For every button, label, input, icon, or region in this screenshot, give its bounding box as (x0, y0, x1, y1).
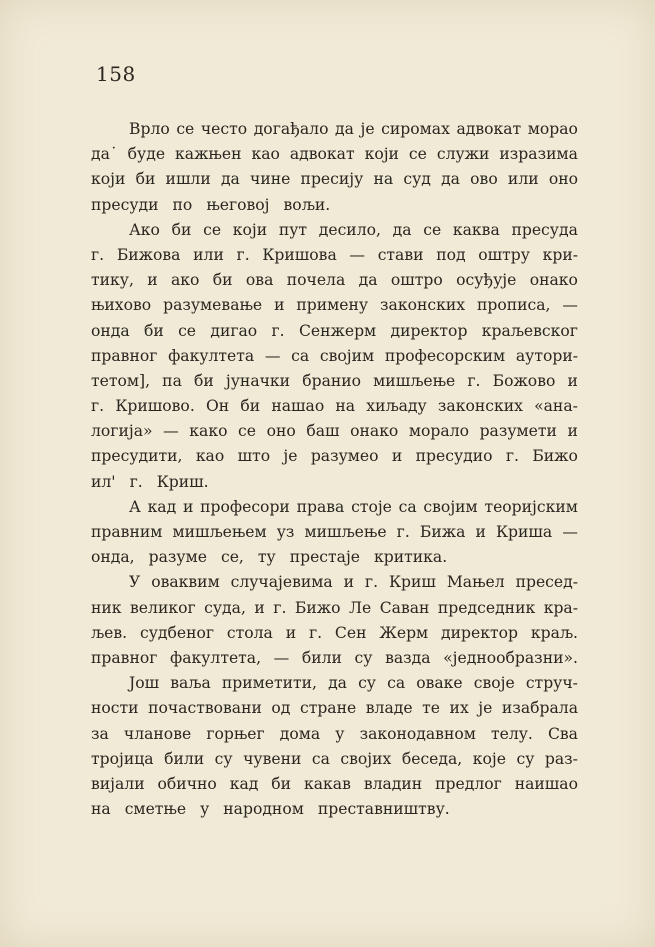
word: и (285, 623, 297, 642)
word: правним (91, 523, 163, 541)
word: и (147, 271, 158, 290)
word: Сенжерм (298, 321, 377, 340)
word: кри- (542, 245, 578, 264)
word: г. (396, 523, 410, 541)
word: теоријским (484, 497, 578, 516)
word: по (172, 195, 193, 214)
word: или (507, 170, 539, 189)
word: и (567, 371, 578, 390)
word: адвокат (289, 145, 355, 164)
word: хиљаду (366, 397, 427, 416)
word: — (349, 245, 366, 264)
word: — (264, 346, 281, 365)
text-line (91, 268, 578, 293)
word: на (335, 397, 356, 416)
word: професори (200, 497, 290, 516)
word: логија» (91, 422, 153, 441)
word: у (200, 800, 210, 819)
word: Сва (547, 724, 578, 743)
word: г. (129, 472, 143, 491)
word: љев. (91, 623, 128, 642)
word: вазда (385, 648, 431, 667)
word: као (195, 447, 225, 466)
word: владе (365, 699, 413, 718)
word: Бижа (419, 523, 466, 541)
word: — (273, 648, 290, 667)
word: судбеног (139, 623, 215, 642)
word: да˙ (91, 145, 118, 164)
word: служи (436, 145, 490, 164)
word: директор (390, 321, 468, 340)
word: случајевима (230, 573, 333, 592)
word: пресудити, (91, 447, 183, 466)
word: мишљење (304, 523, 387, 541)
word: њихово (91, 296, 152, 315)
word: раз- (544, 749, 578, 768)
word: сиромах (381, 120, 450, 138)
word: је (360, 120, 375, 138)
word: дома (279, 724, 321, 743)
word: бранио (302, 371, 362, 390)
word: својих (340, 749, 392, 768)
word: А (129, 497, 141, 516)
word: који (91, 170, 126, 189)
word: законских (437, 397, 523, 416)
word: који (232, 220, 268, 239)
word: што (237, 447, 271, 466)
word: онда (91, 321, 130, 340)
text-line (91, 444, 578, 469)
word: беседа, (401, 749, 463, 768)
text-line (91, 747, 578, 772)
word: струч- (525, 674, 578, 693)
word: Мањел (446, 573, 505, 592)
word: се, (220, 548, 244, 567)
word: примену (296, 296, 369, 315)
word: народном (223, 800, 304, 819)
word: пресед- (515, 573, 578, 592)
word: пресудио (415, 447, 493, 466)
word: те (422, 699, 440, 718)
text-line (91, 696, 578, 721)
word: да (220, 170, 240, 189)
word: прописа, (476, 296, 551, 315)
word: Бижо (532, 447, 578, 466)
text-line (91, 369, 578, 394)
word: г. (308, 623, 323, 642)
word: догађало (253, 120, 329, 138)
word: г. (271, 321, 285, 340)
word: и (475, 523, 486, 541)
word: правног (91, 648, 158, 667)
word: г. (505, 447, 519, 466)
word: у (335, 724, 345, 743)
word: — (562, 523, 578, 541)
text-line (91, 142, 578, 167)
text-line (91, 722, 578, 747)
word: адвокат (456, 120, 522, 138)
word: г. (364, 573, 379, 592)
word: г. (91, 397, 105, 416)
word: Кришово. (115, 397, 195, 416)
word: стола (226, 623, 273, 642)
word: би (194, 371, 214, 390)
word: г. (273, 598, 287, 617)
word: које (472, 749, 506, 768)
word: тику, (91, 271, 134, 290)
word: па (162, 371, 182, 390)
word: ту (257, 548, 276, 567)
word: Божово (492, 371, 556, 390)
word: својим (423, 497, 478, 516)
word: г. (236, 245, 250, 264)
word: Кришова (262, 245, 337, 264)
word: својим (319, 346, 375, 365)
word: каква (452, 220, 500, 239)
text-line (91, 193, 578, 218)
word: ности (91, 699, 139, 718)
word: на (91, 800, 111, 819)
word: г. (91, 245, 105, 264)
word: оваквим (151, 573, 220, 592)
text-line (91, 470, 578, 495)
word: били (301, 648, 342, 667)
body-text (91, 117, 578, 822)
word: Он (205, 397, 230, 416)
word: оштро (390, 271, 443, 290)
word: директор (441, 623, 518, 642)
word: су (516, 749, 535, 768)
word: — (562, 296, 578, 315)
word: почела (286, 271, 346, 290)
word: стране (299, 699, 357, 718)
word: их (449, 699, 469, 718)
word: морало (408, 422, 469, 441)
word: Бижо (294, 598, 341, 617)
text-line (91, 218, 578, 243)
word: оваке (416, 674, 463, 693)
word: ваља (170, 674, 211, 693)
word: десило, (318, 220, 381, 239)
word: баш (306, 422, 340, 441)
word: на (373, 170, 394, 189)
word: као (251, 145, 280, 164)
word: права (296, 497, 345, 516)
word: уз (276, 523, 295, 541)
word: и (274, 296, 285, 315)
word: великог (130, 598, 196, 617)
word: кра- (543, 598, 578, 617)
word: професорским (384, 346, 506, 365)
word: је (283, 447, 298, 466)
word: Криша (495, 523, 553, 541)
word: разумео (310, 447, 379, 466)
word: се (176, 120, 195, 138)
word: предлог (435, 774, 502, 793)
word: Криш (388, 573, 436, 592)
word: краљ. (530, 623, 578, 642)
word: суда, (204, 598, 246, 617)
word: се (203, 220, 222, 239)
word: Врло (129, 120, 170, 138)
word: би (143, 321, 164, 340)
word: Сен (334, 623, 367, 642)
word: чине (250, 170, 291, 189)
word: Бижова (116, 245, 181, 264)
text-line (91, 243, 578, 268)
word: онако (350, 422, 399, 441)
text-line (91, 495, 578, 520)
word: наишао (514, 774, 578, 793)
word: са (291, 346, 310, 365)
word: били (164, 749, 205, 768)
word: кад (147, 497, 177, 516)
word: ил' (91, 472, 116, 491)
word: изразима (499, 145, 578, 164)
word: Криш. (156, 472, 209, 491)
word: би (171, 220, 192, 239)
word: се (408, 145, 427, 164)
word: разумевање (163, 296, 263, 315)
word: — (163, 422, 179, 441)
word: буде (127, 145, 166, 164)
word: У (129, 573, 141, 592)
text-line (91, 419, 578, 444)
word: сметње (124, 800, 187, 819)
word: Саван (379, 598, 430, 617)
word: за (91, 724, 109, 743)
word: онако (529, 271, 578, 290)
text-line (91, 117, 578, 142)
word: вијали (91, 774, 145, 793)
word: стоје (351, 497, 392, 516)
word: почаствовани (148, 699, 262, 718)
word: оно (548, 170, 578, 189)
word: се (423, 220, 442, 239)
word: и (254, 598, 265, 617)
text-line (91, 797, 578, 822)
word: је (478, 699, 493, 718)
word: и (182, 497, 194, 516)
word: приметити, (221, 674, 317, 693)
word: ако (171, 271, 200, 290)
word: морао (527, 120, 578, 138)
word: онда, (91, 548, 135, 567)
word: Још (129, 674, 160, 693)
text-line (91, 646, 578, 671)
word: Ле (348, 598, 372, 617)
word: кад (229, 774, 259, 793)
text-line (91, 293, 578, 318)
word: од (271, 699, 291, 718)
text-line (91, 344, 578, 369)
word: чланове (123, 724, 192, 743)
word: би (240, 397, 261, 416)
text-line (91, 671, 578, 696)
word: би (212, 271, 233, 290)
word: ишли (165, 170, 211, 189)
word: да (392, 220, 412, 239)
word: ова (245, 271, 274, 290)
word: мишљење (373, 371, 456, 390)
word: дигао (210, 321, 258, 340)
word: тројица (91, 749, 154, 768)
word: пут (278, 220, 308, 239)
word: пресуди (91, 195, 159, 214)
word: се (238, 422, 257, 441)
word: факултета, (170, 648, 262, 667)
word: председник (437, 598, 536, 617)
word: се (178, 321, 197, 340)
word: да (328, 674, 347, 693)
text-line (91, 520, 578, 545)
word: Ако (129, 220, 160, 239)
word: Жерм (379, 623, 429, 642)
word: мишљењем (172, 523, 267, 541)
word: тетом], (91, 371, 151, 390)
word: изабрала (501, 699, 578, 718)
word: јуначки (225, 371, 291, 390)
word: пресију (300, 170, 364, 189)
text-line (91, 394, 578, 419)
word: његовој (206, 195, 270, 214)
text-line (91, 319, 578, 344)
word: и (343, 573, 355, 592)
word: преставништву. (317, 800, 450, 819)
word: су (354, 648, 373, 667)
text-line (91, 570, 578, 595)
word: су (358, 674, 376, 693)
word: да (441, 170, 460, 189)
word: пресуда (511, 220, 578, 239)
word: правног (91, 346, 158, 365)
word: да (335, 120, 354, 138)
word: какав (304, 774, 351, 793)
word: чувени (243, 749, 302, 768)
word: обично (157, 774, 217, 793)
word: ник (91, 598, 122, 617)
text-line (91, 596, 578, 621)
word: су (214, 749, 233, 768)
word: вољи. (283, 195, 331, 214)
word: «ана- (534, 397, 578, 416)
text-line (91, 545, 578, 570)
word: законодавном (359, 724, 476, 743)
word: г. (467, 371, 481, 390)
word: кажњен (175, 145, 242, 164)
word: аутори- (515, 346, 578, 365)
word: «једнообразни». (443, 648, 578, 667)
word: владин (363, 774, 423, 793)
word: често (200, 120, 248, 138)
word: под (436, 245, 466, 264)
word: суд (403, 170, 431, 189)
word: разуме (148, 548, 207, 567)
word: стави (377, 245, 424, 264)
word: престаје (289, 548, 361, 567)
word: како (189, 422, 228, 441)
word: са (387, 674, 406, 693)
text-line (91, 772, 578, 797)
word: ово (470, 170, 498, 189)
word: и (567, 422, 578, 441)
word: своје (473, 674, 515, 693)
text-line (91, 167, 578, 192)
word: законских (380, 296, 466, 315)
word: нашао (271, 397, 325, 416)
word: би (135, 170, 156, 189)
word: оштру (478, 245, 530, 264)
word: разумети (479, 422, 557, 441)
word: који (364, 145, 399, 164)
word: или (193, 245, 224, 264)
word: критика. (374, 548, 448, 567)
word: са (398, 497, 417, 516)
word: краљевског (481, 321, 578, 340)
word: горњег (206, 724, 265, 743)
word: осуђује (456, 271, 517, 290)
word: са (311, 749, 330, 768)
word: да (358, 271, 378, 290)
text-line (91, 621, 578, 646)
word: би (271, 774, 292, 793)
word: и (391, 447, 403, 466)
page-number: 158 (96, 62, 136, 86)
word: факултета (168, 346, 255, 365)
word: телу. (490, 724, 533, 743)
word: оно (266, 422, 296, 441)
